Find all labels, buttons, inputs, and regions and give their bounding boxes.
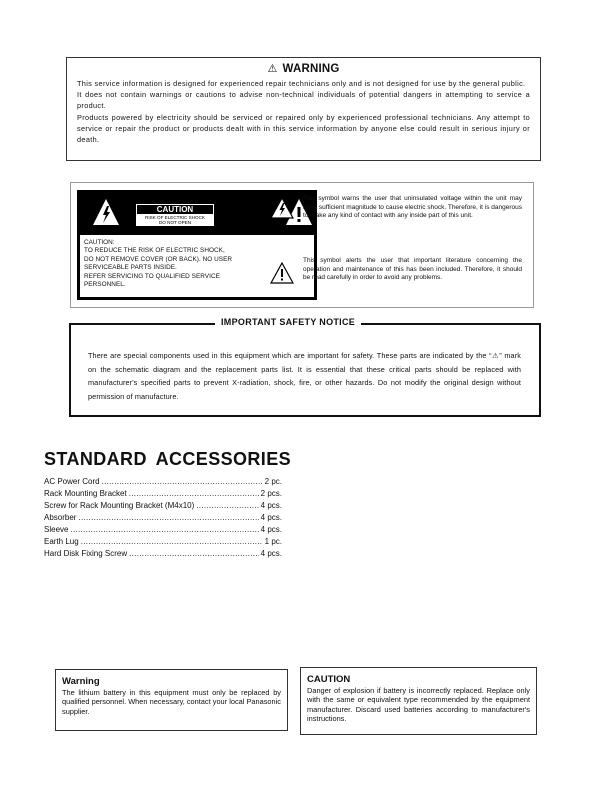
safety-notice-text: There are special components used in this equipment which are important for safety. These parts are indicated by the “⚠” mark on the schematic diagram and the replacement parts list. It is essential that these critical parts should be replaced with manufacturer's specified parts to prevent X-radiation, shock, fire, or other hazards. Do not modify the original design without permission of manufacture.	[88, 351, 521, 401]
caution-label-subtext: RISK OF ELECTRIC SHOCK DO NOT OPEN	[136, 215, 214, 226]
caution-label-line: DO NOT REMOVE COVER (OR BACK). NO USER	[84, 255, 233, 263]
accessories-title: STANDARD ACCESSORIES	[44, 449, 292, 469]
safety-mark-icon: ⚠	[491, 351, 500, 360]
warning-paragraph-3: Products powered by electricity should be serviced or repaired only by experienced professional technicians. Any attempt to service or repair the product or products dealt with in this service information by anyone else could result in serious injury or death.	[77, 112, 530, 145]
list-item: Hard Disk Fixing Screw ..... 4 pcs.	[44, 548, 282, 560]
battery-warning-box	[55, 669, 288, 731]
list-item: Absorber ..... 4 pcs.	[44, 512, 282, 524]
caution-label-line: PERSONNEL.	[84, 281, 126, 289]
safety-notice-title: IMPORTANT SAFETY NOTICE	[215, 317, 361, 327]
caution-label-body-title: CAUTION:	[84, 239, 115, 246]
literature-symbol-description: This symbol alerts the user that important literature concerning the operation and maintenance of this has been included. Therefore, it should be read carefully in order to avoid any problems.	[303, 257, 522, 282]
lightning-bolt-icon	[92, 197, 120, 227]
warning-paragraph-2: It does not contain warnings or cautions to advise non-technical individuals of potential dangers in attempting to service a product.	[77, 90, 530, 111]
battery-warning-title: Warning	[62, 676, 100, 687]
battery-caution-text: Danger of explosion if battery is incorrectly replaced. Replace only with the same or equivalent type recommended by the equipment manufacturer. Discard used batteries according to manufacturer's instructions.	[307, 686, 530, 724]
caution-label-line: SERVICEABLE PARTS INSIDE.	[84, 264, 177, 272]
battery-caution-box	[300, 667, 537, 735]
warning-box	[66, 57, 541, 161]
safety-notice-box	[69, 317, 541, 417]
list-item: Screw for Rack Mounting Bracket (M4x10) ..... 4 pcs.	[44, 500, 282, 512]
battery-warning-text: The lithium battery in this equipment must only be replaced by qualified personnel. When necessary, contact your local Panasonic supplier.	[62, 688, 281, 716]
accessories-list	[44, 476, 282, 560]
list-item: Sleeve ..... 4 pcs.	[44, 524, 282, 536]
list-item: AC Power Cord ..... 2 pc.	[44, 476, 282, 488]
voltage-symbol-description: This symbol warns the user that uninsulated voltage within the unit may have sufficient magnitude to cause electric shock. Therefore, it is dangerous to make any kind of contact with any inside part of this unit.	[303, 195, 522, 220]
warning-paragraph-1: This service information is designed for experienced repair technicians only and is not designed for use by the general public.	[77, 79, 526, 88]
caution-label-line: TO REDUCE THE RISK OF ELECTRIC SHOCK,	[84, 247, 225, 255]
caution-label-line: REFER SERVICING TO QUALIFIED SERVICE	[84, 272, 220, 280]
caution-label-heading: CAUTION	[136, 204, 214, 215]
list-item: Rack Mounting Bracket ..... 2 pcs.	[44, 488, 282, 500]
battery-caution-title: CAUTION	[307, 674, 351, 685]
caution-panel	[70, 182, 534, 308]
warning-triangle-icon: ⚠	[267, 63, 278, 75]
list-item: Earth Lug ..... 1 pc.	[44, 536, 282, 548]
warning-title: ⚠ WARNING	[267, 63, 340, 75]
attention-icon	[270, 262, 294, 284]
voltage-warning-icon	[270, 197, 294, 219]
